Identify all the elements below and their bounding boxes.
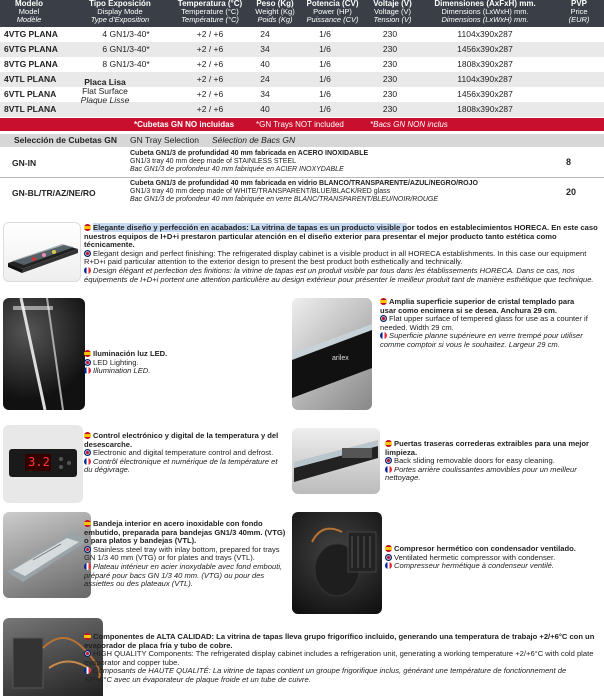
row-temp: +2 / +6 bbox=[196, 89, 224, 99]
tray-selection-header bbox=[0, 134, 604, 147]
control-en: Electronic and digital temperature control and defrost. bbox=[93, 448, 274, 458]
row-voltage: 230 bbox=[382, 74, 398, 84]
accessory-desc-en: GN1/3 tray 40 mm deep made of WHITE/TRANSPARENT/BLUE/BLACK/RED glass bbox=[130, 188, 391, 195]
compressor-en: Ventilated hermetic compressor with condenser. bbox=[394, 552, 556, 562]
design-es: or todos en establecimientos HORECA. En este caso nuestros equipos de I+D+i prestaron particular atención en el diseño exterior para presentar el mejor producto tanto estética como técnicamente. bbox=[84, 223, 598, 250]
compressor-es: Compresor hermético con condensador ventilado. bbox=[394, 544, 576, 553]
accessory-qty: 8 bbox=[566, 157, 572, 167]
row-display: 6 GN1/3-40* bbox=[102, 44, 150, 54]
divider bbox=[0, 177, 604, 178]
control-es: Control electrónico y digital de la temperatura y del desescarche. bbox=[84, 431, 279, 449]
feature-doors bbox=[385, 440, 595, 483]
flag-fr-icon bbox=[84, 563, 91, 570]
glass-top-photo bbox=[292, 298, 372, 410]
redbar-es: *Cubetas GN NO incluidas bbox=[134, 120, 235, 129]
row-weight: 24 bbox=[260, 74, 270, 84]
flag-es-icon bbox=[84, 350, 91, 357]
tray-title-fr: Sélection de Bacs GN bbox=[212, 135, 296, 145]
cabinet-photo bbox=[3, 222, 81, 282]
glass-top-image bbox=[292, 298, 372, 410]
feature-tray bbox=[84, 520, 289, 589]
tray-fr: Plateau intérieur en acier inoxydable avec fond embouti, préparé pour bacs GN 1/3 40 mm. (VTG) ou pour des assiettes ou des plateaux (VTL). bbox=[84, 561, 283, 589]
led-es: Iluminación luz LED. bbox=[93, 349, 168, 358]
tray-photo bbox=[3, 512, 91, 598]
feature-design bbox=[84, 224, 602, 284]
accessory-desc-es: Cubeta GN1/3 de profundidad 40 mm fabricada en vidrio BLANCO/TRANSPARENTE/AZUL/NEGRO/ROJO bbox=[130, 180, 478, 187]
glass-en: Flat upper surface of tempered glass for use as a counter if needed. Width 29 cm. bbox=[380, 314, 588, 332]
lisa-fr: Plaque Lisse bbox=[80, 95, 130, 105]
row-power: 1/6 bbox=[319, 44, 331, 54]
flag-uk-icon bbox=[84, 449, 91, 456]
flag-fr-icon bbox=[84, 458, 91, 465]
accessory-row bbox=[0, 180, 604, 206]
tray-en: Stainless steel tray with inlay bottom, prepared for trays GN 1/3 40 mm (VTG) or for plates and trays (VTL). bbox=[84, 544, 280, 563]
tray-title-en: GN Tray Selection bbox=[130, 135, 199, 145]
row-model: 8VTL PLANA bbox=[4, 104, 57, 114]
col-temp: Temperatura (°C) Temperature (°C) Température (°C) bbox=[177, 0, 243, 24]
lisa-en: Flat Surface bbox=[82, 86, 128, 96]
flag-fr-icon bbox=[84, 267, 91, 274]
flag-fr-icon bbox=[385, 562, 392, 569]
row-voltage: 230 bbox=[382, 44, 398, 54]
redbar-en: *GN Trays NOT included bbox=[256, 120, 344, 129]
accessory-desc-es: Cubeta GN1/3 de profundidad 40 mm fabricada en ACERO INOXIDABLE bbox=[130, 150, 369, 157]
cabinet-image bbox=[4, 223, 80, 281]
row-display: 8 GN1/3-40* bbox=[102, 59, 150, 69]
row-power: 1/6 bbox=[319, 104, 331, 114]
row-weight: 34 bbox=[260, 44, 270, 54]
svg-text:arilex: arilex bbox=[332, 355, 349, 362]
glass-es: Amplia superficie superior de cristal templado para usar como encimera si se desea. Anchura 29 cm. bbox=[380, 297, 575, 315]
flag-es-icon bbox=[84, 224, 91, 231]
accessory-desc-en: GN1/3 tray 40 mm deep made of STAINLESS STEEL bbox=[130, 158, 296, 165]
quality-en: HIGH QUALITY Components: The refrigerated display cabinet includes a refrigeration unit, generating a working temperature +2/+6°C with cold plate evaporator and copper tube. bbox=[84, 649, 594, 667]
flag-uk-icon bbox=[385, 554, 392, 561]
col-dimensions: Dimensiones (AxFxH) mm. Dimensions (LxWxH) mm. Dimensions (LxWxH) mm. bbox=[434, 0, 536, 24]
row-power: 1/6 bbox=[319, 29, 331, 39]
col-model: Modelo Model Modèle bbox=[15, 0, 43, 24]
design-en: Elegant design and perfect finishing: The refrigerated display cabinet is a visible product in all HORECA establishments. In this case our equipment R+D+i paid particular attention to the exterior design to present the best product both esthetically and technically. bbox=[84, 248, 587, 267]
table-row bbox=[0, 42, 604, 57]
row-model: 4VTG PLANA bbox=[4, 29, 58, 39]
row-weight: 40 bbox=[260, 104, 270, 114]
row-dimensions: 1456x390x287 bbox=[457, 44, 513, 54]
doors-fr: Portes arrière coulissantes amovibles pour un meilleur nettoyage. bbox=[385, 464, 577, 483]
flag-es-icon bbox=[84, 633, 91, 640]
row-temp: +2 / +6 bbox=[196, 104, 224, 114]
lisa-es: Placa Lisa bbox=[84, 77, 126, 87]
table-row bbox=[0, 27, 604, 42]
design-fr: Design élégant et perfection des finitions: la vitrine de tapas est un produit visible par tous dans les établissements HORECA. Dans ce cas, nos équipements de I+D+i portent une attention particulière au design extérieur pour présenter le meilleur produit tant de manière esthétique que technique. bbox=[84, 265, 594, 284]
doors-photo bbox=[292, 428, 380, 494]
flat-surface-label bbox=[80, 78, 130, 105]
row-voltage: 230 bbox=[382, 104, 398, 114]
flag-uk-icon bbox=[84, 650, 91, 657]
feature-control bbox=[84, 432, 284, 475]
row-weight: 34 bbox=[260, 89, 270, 99]
accessory-desc-fr: Bac GN1/3 de profondeur 40 mm fabriquée en ACIER INOXYDABLE bbox=[130, 166, 344, 173]
row-weight: 40 bbox=[260, 59, 270, 69]
row-power: 1/6 bbox=[319, 74, 331, 84]
row-dimensions: 1808x390x287 bbox=[457, 104, 513, 114]
flag-es-icon bbox=[84, 432, 91, 439]
controller-display: 3.2 bbox=[28, 455, 50, 469]
row-temp: +2 / +6 bbox=[196, 74, 224, 84]
controller-photo bbox=[3, 425, 83, 503]
quality-fr: Composants de HAUTE QUALITÉ: La vitrine de tapas contient un groupe frigorifique inclus, générant une température de fonctionnement de +2/+6°C avec un évaporateur de plaque froide et un tube de cuivre. bbox=[84, 666, 567, 684]
row-voltage: 230 bbox=[382, 29, 398, 39]
redbar-fr: *Bacs GN NON inclus bbox=[370, 120, 448, 129]
led-photo bbox=[3, 298, 85, 410]
led-en: LED Lighting. bbox=[93, 357, 139, 367]
row-temp: +2 / +6 bbox=[196, 29, 224, 39]
row-dimensions: 1456x390x287 bbox=[457, 89, 513, 99]
flag-es-icon bbox=[385, 440, 392, 447]
flag-fr-icon bbox=[380, 332, 387, 339]
col-power: Potencia (CV) Power (HP) Puissance (CV) bbox=[306, 0, 359, 24]
accessory-qty: 20 bbox=[566, 187, 577, 197]
row-model: 6VTL PLANA bbox=[4, 89, 57, 99]
led-fr: Illumination LED. bbox=[93, 366, 151, 376]
row-temp: +2 / +6 bbox=[196, 44, 224, 54]
row-dimensions: 1808x390x287 bbox=[457, 59, 513, 69]
row-model: 6VTG PLANA bbox=[4, 44, 58, 54]
flag-uk-icon bbox=[84, 546, 91, 553]
trays-not-included-bar bbox=[0, 118, 604, 131]
flag-uk-icon bbox=[84, 359, 91, 366]
doors-image bbox=[292, 428, 380, 494]
flag-uk-icon bbox=[84, 250, 91, 257]
row-dimensions: 1104x390x287 bbox=[457, 74, 513, 84]
flag-uk-icon bbox=[380, 315, 387, 322]
flag-es-icon bbox=[84, 520, 91, 527]
row-voltage: 230 bbox=[382, 59, 398, 69]
col-weight: Peso (Kg) Weight (Kg) Poids (Kg) bbox=[255, 0, 295, 24]
compressor-image bbox=[292, 512, 382, 614]
row-temp: +2 / +6 bbox=[196, 59, 224, 69]
row-dimensions: 1104x390x287 bbox=[457, 29, 513, 39]
tray-title-es: Selección de Cubetas GN bbox=[14, 135, 117, 145]
col-price: PVP Price (EUR) bbox=[568, 0, 590, 24]
feature-led bbox=[84, 350, 264, 376]
col-voltage: Voltaje (V) Voltage (V) Tension (V) bbox=[373, 0, 412, 24]
glass-fr: Superficie planne supérieure en verre trempé pour utiliser comme comptoir si vous le souhaitez. Largeur 29 cm. bbox=[380, 331, 583, 349]
tray-image bbox=[3, 512, 91, 598]
tray-es: Bandeja interior en acero inoxidable con fondo embutido, preparada para bandejas GN1/3 40mm. (VTG) o para platos y bandejas (VTL). bbox=[84, 519, 286, 546]
row-model: 4VTL PLANA bbox=[4, 74, 57, 84]
quality-es: Componentes de ALTA CALIDAD: La vitrina de tapas lleva grupo frigorífico incluido, generando una temperatura de trabajo +2/+6°C con un evaporador de placa fría y tubo de cobre. bbox=[84, 632, 595, 650]
flag-es-icon bbox=[385, 545, 392, 552]
row-display: 4 GN1/3-40* bbox=[102, 29, 150, 39]
flag-fr-icon bbox=[84, 367, 91, 374]
doors-en: Back sliding removable doors for easy cleaning. bbox=[394, 456, 555, 466]
flag-fr-icon bbox=[385, 466, 392, 473]
accessory-row bbox=[0, 150, 604, 176]
design-es-highlight: Elegante diseño y perfección en acabados: La vitrina de tapas es un producto visible p bbox=[93, 223, 407, 232]
flag-es-icon bbox=[380, 298, 387, 305]
col-display: Tipo Exposición Display Mode Type d'Exposition bbox=[89, 0, 151, 24]
led-image bbox=[3, 298, 85, 410]
control-fr: Contrôl électronique et numérique de la température et du dégivrage. bbox=[84, 456, 278, 475]
row-weight: 24 bbox=[260, 29, 270, 39]
row-voltage: 230 bbox=[382, 89, 398, 99]
feature-quality bbox=[84, 633, 596, 685]
feature-glass bbox=[380, 298, 590, 350]
compressor-fr: Compresseur hermétique à condenseur ventilé. bbox=[394, 561, 554, 571]
table-row bbox=[0, 57, 604, 72]
row-power: 1/6 bbox=[319, 59, 331, 69]
accessory-code: GN-BL/TR/AZ/NE/RO bbox=[12, 188, 96, 198]
accessory-code: GN-IN bbox=[12, 158, 37, 168]
row-power: 1/6 bbox=[319, 89, 331, 99]
feature-compressor bbox=[385, 545, 595, 571]
row-model: 8VTG PLANA bbox=[4, 59, 58, 69]
accessory-desc-fr: Bac GN1/3 de profondeur 40 mm fabriquée en verre BLANC/TRANSPARENT/BLEU/NOIR/ROUGE bbox=[130, 196, 438, 203]
spec-table-header bbox=[0, 0, 604, 27]
accessory-desc bbox=[130, 180, 530, 204]
compressor-photo bbox=[292, 512, 382, 614]
flag-uk-icon bbox=[385, 457, 392, 464]
doors-es: Puertas traseras correderas extraibles para una mejor limpieza. bbox=[385, 439, 590, 457]
accessory-desc bbox=[130, 150, 530, 174]
flag-fr-icon bbox=[84, 667, 91, 674]
